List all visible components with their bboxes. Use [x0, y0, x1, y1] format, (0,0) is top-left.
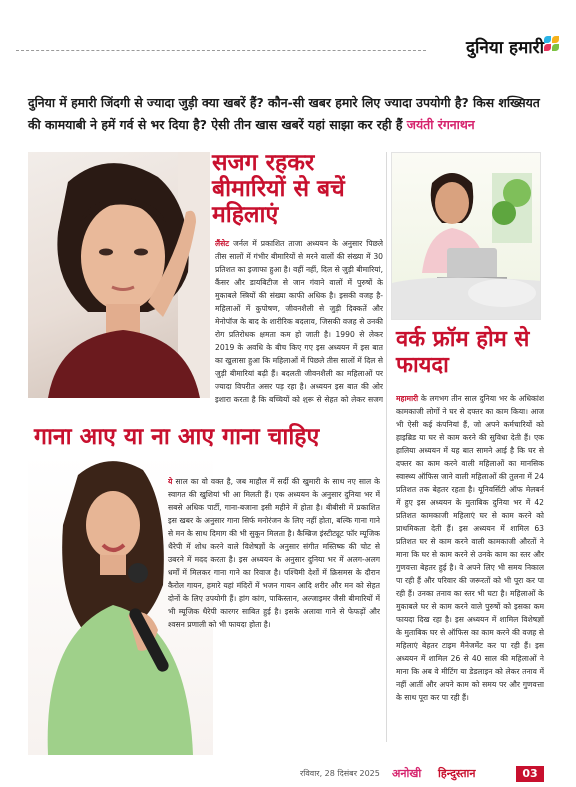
woman-headache-illustration [28, 152, 210, 398]
intro-paragraph [28, 92, 548, 136]
article3-lead: महामारी [396, 394, 419, 403]
brand-anokhi: अनोखी [392, 767, 422, 780]
brand-hindustan: हिन्दुस्तान [438, 767, 476, 780]
page-number: 03 [516, 766, 544, 782]
article2-lead: ये [168, 477, 173, 486]
article1-title: सजग रहकर बीमारियों से बचें महिलाएं [212, 150, 345, 228]
column-divider [386, 152, 387, 742]
work-from-home-photo [391, 152, 541, 320]
article1-body [215, 237, 383, 403]
work-from-home-illustration [392, 153, 541, 320]
article2-body [168, 475, 380, 750]
section-title: दुनिया हमारी [466, 38, 544, 58]
header-rule [16, 50, 426, 51]
article2-title: गाना आए या ना आए गाना चाहिए [34, 424, 320, 450]
article3-text: के लगभग तीन साल दुनिया भर के अधिकांश कामकाजी लोगों ने घर से दफ्तर का काम किया। आज भी ऐसी कई कंपनियां हैं, जो अपने कर्मचारियों को हाइब्रिड या घर से काम करने की सुविधा देती हैं। एक हालिया अध्ययन में यह बात सामने आई है कि घर से दफ्तर का काम करने वाली महिलाओं का मानसिक स्वास्थ्य ऑफिस जाने वाली महिलाओं की तुलना में 24 प्रतिशत तक बेहतर रहता है। यूनिवर्सिटी ऑफ मेलबर्न में हुए इस अध्ययन के मुताबिक दुनिया भर में 42 प्रतिशत कामकाजी महिलाएं घर से काम करने को प्राथमिकता देती हैं। इस अध्ययन में शामिल 63 प्रतिशत घर से काम करने वाली कामकाजी औरतों ने माना कि घर से काम करने से उनके काम का स्तर और गुणवत्ता बेहतर हुई है। वे अपने लिए भी समय निकाल पा रही हैं और परिवार की जरूरतों को भी पूरा कर पा रही हैं। उनका तनाव का स्तर भी घटा है। महिलाओं के मुकाबले घर से काम करने वाले पुरुषों को इसका कम फायदा दिख रहा है। इस अध्ययन में शामिल विशेषज्ञों के मुताबिक घर से ऑफिस का काम करने की वजह से महिलाएं बेहतर टाइम मैनेजमेंट कर पा रही हैं। इस अध्ययन में शामिल 26 से 40 साल की महिलाओं ने माना कि अब वे मीटिंग या डेडलाइन को लेकर तनाव में नहीं आतीं और अपने काम को समय पर और गुणवत्ता के साथ पूरा कर पा रही हैं। [396, 394, 544, 702]
woman-headache-photo [28, 152, 210, 398]
article1-text: जर्नल में प्रकाशित ताजा अध्ययन के अनुसार पिछले तीस सालों में गंभीर बीमारियों से मरने वालों की संख्या में 30 प्रतिशत का इजाफा हुआ है। वहीं नहीं, दिल से जुड़ी बीमारियां, कैंसर और डायबिटीज से जान गंवाने वालों में पुरुषों के मुकाबले स्त्रियों की संख्या काफी अधिक है। इसकी वजह है- महिलाओं में कुपोषण, जीवनशैली से जुड़ी दिक्कतें और मेनोपॉज के बाद के शारीरिक बदलाव, जिसकी वजह से उनकी रोग प्रतिरोधक क्षमता कम हो जाती है। 1990 से लेकर 2019 के अवधि के बीच किए गए इस अध्ययन में इस बात का खुलासा हुआ कि महिलाओं में पिछले तीस सालों में दिल से जुड़ी बीमारियां बढ़ी हैं। बदलती जीवनशैली का महिलाओं पर ज्यादा विपरीत असर पड़ रहा है। अध्ययन इस बात की ओर इशारा करता है कि बच्चियों को शुरू से सेहत को लेकर सजग [215, 239, 383, 403]
pinwheel-icon [544, 36, 560, 52]
intro-text: दुनिया में हमारी जिंदगी से ज्यादा जुड़ी क्या खबरें हैं? कौन-सी खबर हमारे लिए ज्यादा उपयोगी है? किस शख्सियत की कामयाबी ने हमें गर्व से भर दिया है? ऐसी तीन खास खबरें यहां साझा कर रही हैं [28, 95, 540, 132]
footer-date: रविवार, 28 दिसंबर 2025 [300, 769, 380, 778]
intro-author: जयंती रंगनाथन [406, 117, 475, 132]
page-footer [300, 766, 560, 782]
article3-body [396, 392, 544, 737]
article3-title: वर्क फ्रॉम होम से फायदा [396, 327, 530, 378]
article2-text: साल का वो वक्त है, जब माहौल में सर्दी की खुमारी के साथ नए साल के स्वागत की खुशियां भी आ मिलती हैं। एक अध्ययन के अनुसार दुनिया भर में सबसे अधिक पार्टी, गाना-बजाना इसी महीने में होता है। बीबीसी में प्रकाशित इस खबर के अनुसार गाना सिर्फ मनोरंजन के लिए नहीं होता, बल्कि गाना गाने से मन के साथ दिमाग की भी सुकून मिलता है। कैम्ब्रिज इंस्टीट्यूट फॉर म्यूजिक थैरेपी में शोध करने वाले विशेषज्ञों के अनुसार संगीत मस्तिष्क की चोट से उबरने में मदद करता है। इस अध्ययन के अनुसार दुनिया भर में अलग-अलग धर्मों में मिलकर गाना गाने का रिवाज है। पश्चिमी देशों में क्रिसमस के दौरान कैरोल गायन, हमारे यहां मंदिरों में भजन गायन आदि शरीर और मन को सेहत दोनों के लिए उपयोगी हैं। हांग कांग, पाकिस्तान, अल्जाइमर जैसी बीमारियों में भी म्यूजिक थैरेपी कारगर साबित हुई है। इसके अलावा गाने से फेफड़ों और श्वसन प्रणाली को भी फायदा होता है। [168, 477, 380, 629]
article1-lead: लैंसेट [215, 239, 230, 248]
